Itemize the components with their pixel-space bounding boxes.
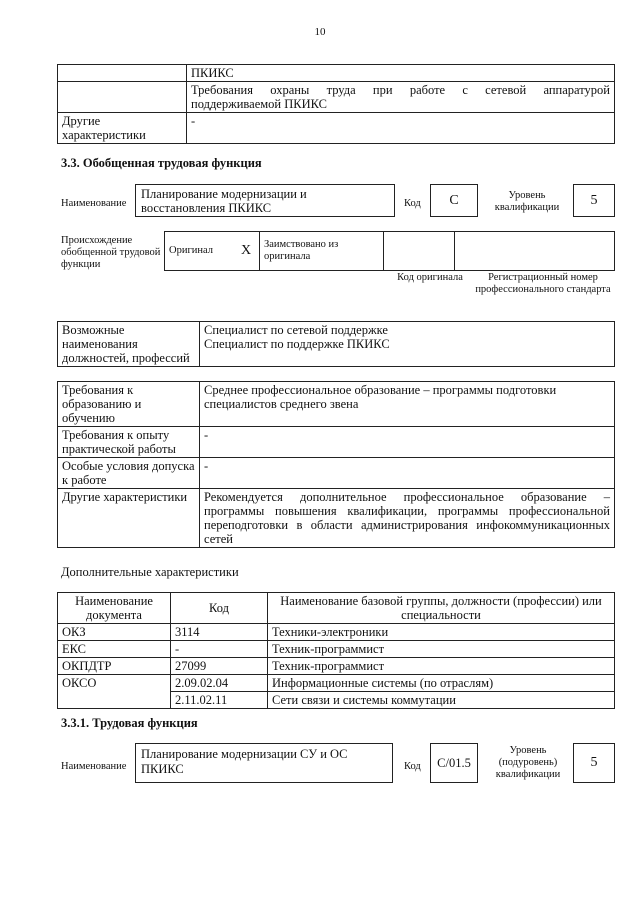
table-row <box>58 624 615 641</box>
code-label: Код <box>404 198 421 209</box>
cell-code: 2.11.02.11 <box>171 692 268 709</box>
origin-table <box>164 231 615 271</box>
req-label-conditions: Особые условия допуска к работе <box>58 458 200 489</box>
top-row1-text: ПКИКС <box>187 65 615 82</box>
cell-doc: ОКЗ <box>58 624 171 641</box>
cell-name: Информационные системы (по отраслям) <box>268 675 615 692</box>
cell-name: Техник-программист <box>268 641 615 658</box>
code-value-2: C/01.5 <box>430 743 478 783</box>
positions-values <box>200 322 615 367</box>
positions-label: Возможные наименования должностей, профессий <box>58 322 200 367</box>
origin-label: Происхождение обобщенной трудовой функции <box>61 235 161 270</box>
additional-header-doc: Наименование документа <box>58 593 171 624</box>
top-table-empty-cell <box>58 65 187 82</box>
top-table-empty-cell <box>58 82 187 113</box>
level-label-2: Уровень (подуровень) квалификации <box>495 745 561 780</box>
additional-header-name: Наименование базовой группы, должности (профессии) или специальности <box>268 593 615 624</box>
cell-code: 2.09.02.04 <box>171 675 268 692</box>
req-value-conditions: - <box>200 458 615 489</box>
cell-code: 27099 <box>171 658 268 675</box>
cell-name: Техники-электроники <box>268 624 615 641</box>
name-label-2: Наименование <box>61 761 127 772</box>
req-label-education: Требования к образованию и обучению <box>58 382 200 427</box>
table-row <box>58 675 615 692</box>
position-item: Специалист по поддержке ПКИКС <box>204 337 390 351</box>
cell-doc <box>58 692 171 709</box>
borrowed-label: Заимствовано из оригинала <box>260 232 384 271</box>
code-original-cell <box>384 232 455 271</box>
table-row <box>58 692 615 709</box>
additional-title: Дополнительные характеристики <box>61 565 239 579</box>
original-mark: X <box>233 232 260 271</box>
positions-table <box>57 321 615 367</box>
cell-name: Сети связи и системы коммутации <box>268 692 615 709</box>
table-row <box>58 658 615 675</box>
original-label: Оригинал <box>165 232 234 271</box>
req-label-experience: Требования к опыту практической работы <box>58 427 200 458</box>
req-value-experience: - <box>200 427 615 458</box>
requirements-table <box>57 381 615 548</box>
table-row <box>58 641 615 658</box>
req-value-other: Рекомендуется дополнительное профессиональное образование – программы повышения квалификации, программы профессиональной переподготовки в области администрирования инфокоммуникационных сетей <box>200 489 615 548</box>
req-value-education: Среднее профессиональное образование – программы подготовки специалистов среднего звена <box>200 382 615 427</box>
position-item: Специалист по сетевой поддержке <box>204 323 388 337</box>
subsection-heading: 3.3.1. Трудовая функция <box>61 716 198 730</box>
cell-name: Техник-программист <box>268 658 615 675</box>
name-value-2: Планирование модернизации СУ и ОС ПКИКС <box>135 743 393 783</box>
top-table <box>57 64 615 144</box>
top-row2-line1: Требования охраны труда при работе с сетевой аппаратурой <box>191 83 610 97</box>
additional-table <box>57 592 615 709</box>
reg-number-cell <box>455 232 615 271</box>
level-value: 5 <box>573 184 615 217</box>
page-number: 10 <box>314 26 326 38</box>
top-row3-value: - <box>187 113 615 144</box>
cell-doc: ОКПДТР <box>58 658 171 675</box>
cell-code: 3114 <box>171 624 268 641</box>
level-label: Уровень квалификации <box>494 190 560 213</box>
reg-number-label: Регистрационный номер профессионального стандарта <box>475 272 611 295</box>
req-label-other: Другие характеристики <box>58 489 200 548</box>
name-value: Планирование модернизации и восстановления ПКИКС <box>135 184 395 217</box>
cell-doc: ЕКС <box>58 641 171 658</box>
section-heading: 3.3. Обобщенная трудовая функция <box>61 156 262 170</box>
top-row2-text <box>187 82 615 113</box>
additional-header-code: Код <box>171 593 268 624</box>
name-label: Наименование <box>61 198 127 209</box>
code-original-label: Код оригинала <box>397 272 463 283</box>
cell-doc: ОКСО <box>58 675 171 692</box>
top-row3-label: Другие характеристики <box>58 113 187 144</box>
code-label-2: Код <box>404 761 421 772</box>
top-row2-line2: поддерживаемой ПКИКС <box>191 97 327 111</box>
code-value: C <box>430 184 478 217</box>
cell-code: - <box>171 641 268 658</box>
level-value-2: 5 <box>573 743 615 783</box>
